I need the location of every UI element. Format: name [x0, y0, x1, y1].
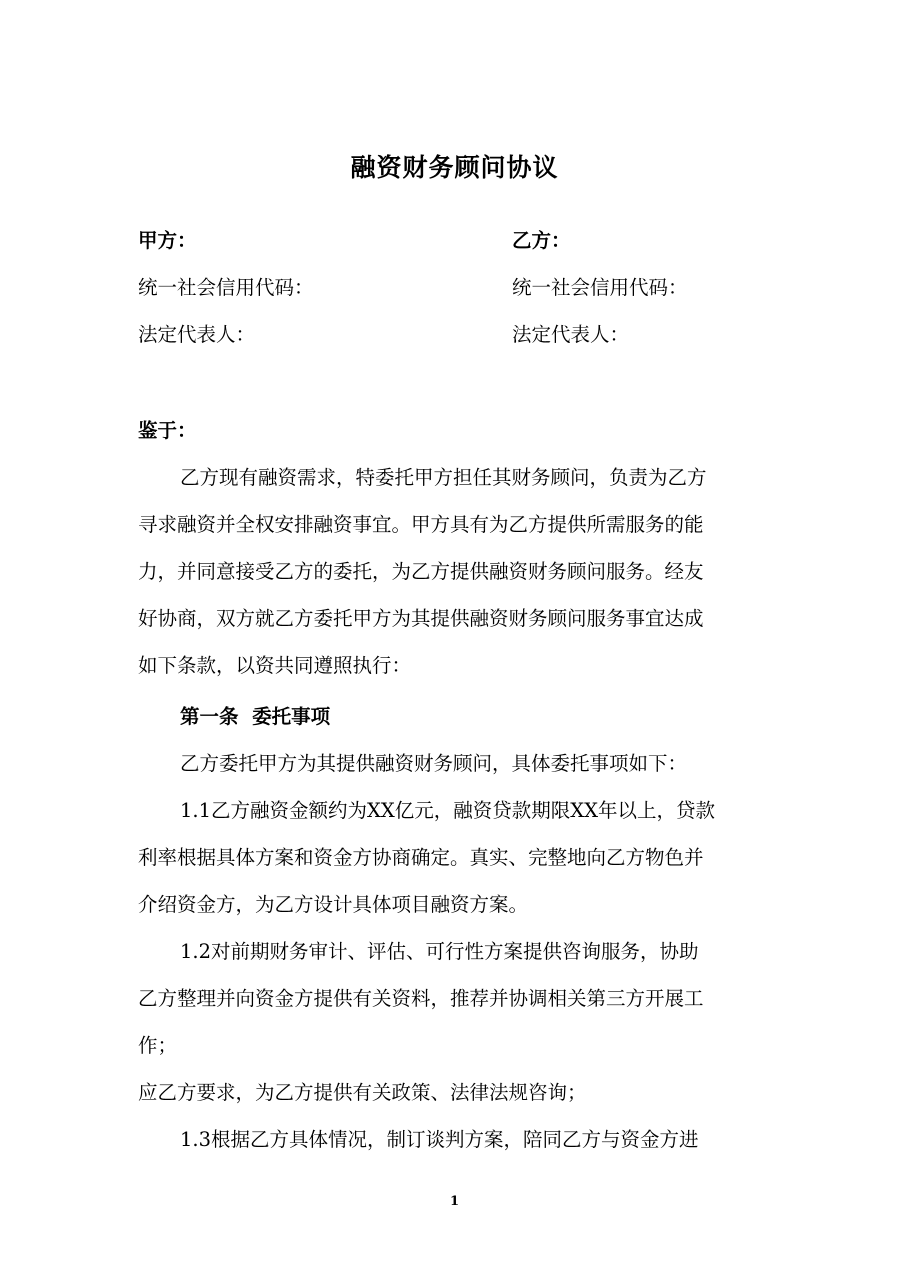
page-number: 1 [449, 1194, 460, 1209]
whereas-line: 寻求融资并全权安排融资事宜。甲方具有为乙方提供所需服务的能 [138, 513, 704, 536]
party-a-legal-rep: 法定代表人： [138, 323, 256, 346]
whereas-line: 好协商，双方就乙方委托甲方为其提供融资财务顾问服务事宜达成 [138, 607, 704, 630]
item-1-3-line: 1.3根据乙方具体情况，制订谈判方案，陪同乙方与资金方进 [180, 1128, 699, 1151]
whereas-line: 乙方现有融资需求，特委托甲方担任其财务顾问，负责为乙方 [180, 466, 707, 489]
party-a-credit-code: 统一社会信用代码： [138, 276, 314, 299]
party-b-credit-code: 统一社会信用代码： [512, 276, 688, 299]
extra-line: 应乙方要求，为乙方提供有关政策、法律法规咨询； [138, 1081, 587, 1104]
whereas-heading: 鉴于： [138, 419, 197, 442]
whereas-line: 如下条款，以资共同遵照执行： [138, 654, 412, 677]
item-1-1-line: 1.1乙方融资金额约为XX亿元，融资贷款期限XX年以上，贷款 [180, 799, 716, 822]
article-1-heading: 第一条 委托事项 [180, 705, 331, 728]
party-b-label: 乙方： [512, 229, 571, 252]
item-1-2-line: 乙方整理并向资金方提供有关资料，推荐并协调相关第三方开展工 [138, 987, 704, 1010]
party-a-label: 甲方： [138, 229, 197, 252]
article-1-intro: 乙方委托甲方为其提供融资财务顾问，具体委托事项如下： [180, 752, 688, 775]
item-1-2-line: 作； [138, 1034, 178, 1057]
item-1-1-line: 利率根据具体方案和资金方协商确定。真实、完整地向乙方物色并 [138, 846, 704, 869]
item-1-2-line: 1.2对前期财务审计、评估、可行性方案提供咨询服务，协助 [180, 940, 699, 963]
party-b-legal-rep: 法定代表人： [512, 323, 630, 346]
whereas-line: 力，并同意接受乙方的委托，为乙方提供融资财务顾问服务。经友 [138, 560, 704, 583]
item-1-1-line: 介绍资金方，为乙方设计具体项目融资方案。 [138, 893, 529, 916]
document-title: 融资财务顾问协议 [350, 153, 559, 182]
